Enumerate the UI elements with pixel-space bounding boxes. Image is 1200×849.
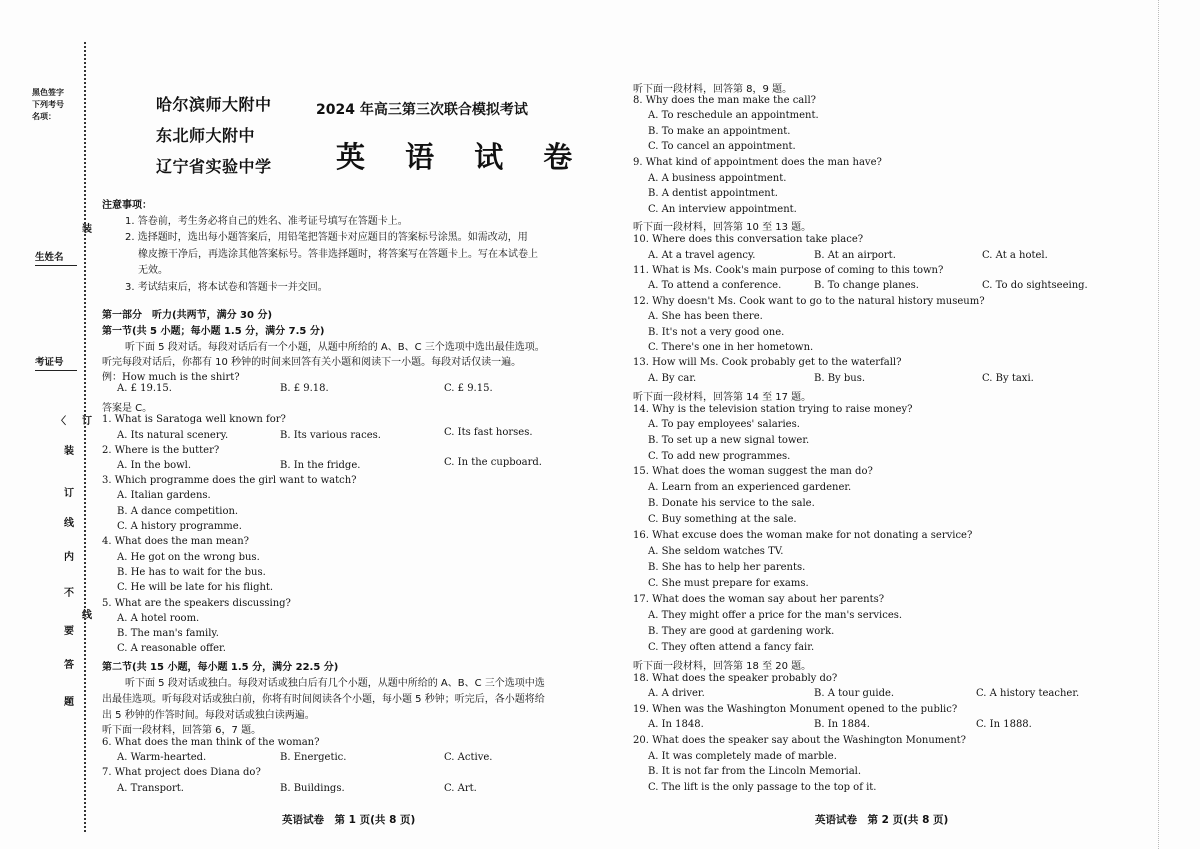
- answer-option: A. It was completely made of marble.: [648, 751, 837, 762]
- section-instruction: 听完每段对话后，你都有 10 秒钟的时间来回答有关小题和阅读下一小题。每段对话仅读一遍。: [102, 357, 522, 368]
- question-text: 10. Where does this conversation take place?: [633, 234, 864, 245]
- margin-instructions: [32, 86, 64, 122]
- question-text: 14. Why is the television station trying to raise money?: [633, 404, 913, 415]
- question-text: 4. What does the man mean?: [102, 536, 250, 547]
- margin-vertical-char: 线: [64, 518, 74, 529]
- question-text: 13. How will Ms. Cook probably get to the waterfall?: [633, 357, 902, 368]
- answer-option: B. It's not a very good one.: [648, 327, 785, 338]
- answer-option: A. They might offer a price for the man's services.: [648, 610, 903, 621]
- subject-title: 英 语 试 卷: [336, 140, 588, 174]
- notice-title: 注意事项：: [102, 200, 152, 211]
- answer-option: A. In the bowl.: [117, 460, 192, 471]
- margin-vertical-char: 内: [64, 552, 74, 563]
- example-question: 例：How much is the shirt?: [102, 372, 240, 383]
- answer-option: A. Warm-hearted.: [117, 752, 207, 763]
- answer-option: A. A hotel room.: [117, 613, 200, 624]
- question-text: 17. What does the woman say about her parents?: [633, 594, 885, 605]
- answer-option: A. To pay employees' salaries.: [648, 419, 800, 430]
- margin-vertical-char: 装: [82, 224, 92, 235]
- margin-vertical-char: 线: [82, 610, 92, 621]
- question-text: 12. Why doesn't Ms. Cook want to go to the natural history museum?: [633, 296, 985, 307]
- margin-vertical-char: 订: [64, 488, 74, 499]
- answer-option: C. To cancel an appointment.: [648, 141, 796, 152]
- example-option: A. £ 19.15.: [117, 383, 172, 394]
- answer-option: C. In the cupboard.: [444, 457, 542, 468]
- question-text: 7. What project does Diana do?: [102, 767, 261, 778]
- answer-option: B. To set up a new signal tower.: [648, 435, 810, 446]
- answer-option: B. A dentist appointment.: [648, 188, 778, 199]
- answer-option: A. Transport.: [117, 783, 184, 794]
- margin-vertical-char: 要: [64, 626, 74, 637]
- question-text: 11. What is Ms. Cook's main purpose of coming to this town?: [633, 265, 944, 276]
- section-instruction: 出 5 秒钟的作答时间。每段对话或独白读两遍。: [102, 710, 315, 721]
- answer-option: C. There's one in her hometown.: [648, 342, 814, 353]
- section-heading: 第二节(共 15 小题，每小题 1.5 分，满分 22.5 分): [102, 662, 339, 673]
- margin-vertical-char: 订: [82, 416, 92, 427]
- answer-option: A. He got on the wrong bus.: [117, 552, 260, 563]
- answer-option: B. She has to help her parents.: [648, 562, 806, 573]
- exam-id-field-label: 考证号: [35, 357, 64, 368]
- answer-option: B. At an airport.: [814, 250, 896, 261]
- margin-vertical-char: 装: [64, 446, 74, 457]
- answer-option: C. To do sightseeing.: [982, 280, 1088, 291]
- page-footer: 英语试卷 第 1 页(共 8 页): [282, 814, 416, 826]
- answer-option: C. To add new programmes.: [648, 451, 791, 462]
- name-field-label: 生姓名: [35, 252, 64, 263]
- margin-line: 名项：: [32, 111, 56, 121]
- exam-id-field-line: [35, 370, 77, 371]
- answer-option: B. To change planes.: [814, 280, 919, 291]
- answer-option: C. Its fast horses.: [444, 427, 533, 438]
- answer-option: B. Donate his service to the sale.: [648, 498, 815, 509]
- answer-option: C. A history programme.: [117, 521, 242, 532]
- section-heading: 第一节(共 5 小题；每小题 1.5 分，满分 7.5 分): [102, 326, 325, 337]
- page-footer: 英语试卷 第 2 页(共 8 页): [815, 814, 949, 826]
- listening-prompt: 听下面一段材料，回答第 18 至 20 题。: [633, 661, 812, 672]
- answer-option: B. To make an appointment.: [648, 126, 791, 137]
- answer-option: B. Its various races.: [280, 430, 381, 441]
- listening-prompt: 听下面一段材料，回答第 14 至 17 题。: [633, 392, 812, 403]
- answer-option: B. By bus.: [814, 373, 866, 384]
- listening-prompt: 听下面一段材料，回答第 8，9 题。: [633, 84, 793, 95]
- notice-item: 2. 选择题时，选出每小题答案后，用铅笔把答题卡对应题目的答案标号涂黑。如需改动，用: [125, 232, 528, 243]
- question-text: 9. What kind of appointment does the man have?: [633, 157, 882, 168]
- question-text: 5. What are the speakers discussing?: [102, 598, 291, 609]
- answer-option: C. Active.: [444, 752, 493, 763]
- answer-option: B. In the fridge.: [280, 460, 361, 471]
- answer-option: C. An interview appointment.: [648, 204, 797, 215]
- margin-vertical-char: 〈: [56, 416, 66, 427]
- question-text: 16. What excuse does the woman make for not donating a service?: [633, 530, 973, 541]
- answer-option: B. A dance competition.: [117, 506, 239, 517]
- answer-option: C. By taxi.: [982, 373, 1034, 384]
- margin-line: 黑色签字: [32, 87, 64, 97]
- answer-option: B. Buildings.: [280, 783, 345, 794]
- section-instruction: 听下面 5 段对话或独白。每段对话或独白后有几个小题，从题中所给的 A、B、C 三个选项中选: [125, 678, 545, 689]
- answer-option: A. To attend a conference.: [648, 280, 782, 291]
- name-field-line: [35, 265, 77, 266]
- answer-option: C. They often attend a fancy fair.: [648, 642, 815, 653]
- page-edge-line: [1158, 0, 1159, 849]
- answer-option: C. A reasonable offer.: [117, 643, 226, 654]
- section-instruction: 听下面 5 段对话。每段对话后有一个小题，从题中所给的 A、B、C 三个选项中选出最佳选项。: [125, 342, 545, 353]
- answer-option: B. In 1884.: [814, 719, 870, 730]
- question-text: 19. When was the Washington Monument opened to the public?: [633, 704, 958, 715]
- margin-vertical-char: 题: [64, 697, 74, 708]
- notice-item: 无效。: [138, 265, 168, 276]
- answer-option: C. The lift is the only passage to the top of it.: [648, 782, 877, 793]
- school-name: 辽宁省实验中学: [156, 157, 272, 176]
- notice-item: 1. 答卷前，考生务必将自己的姓名、准考证号填写在答题卡上。: [125, 216, 408, 227]
- question-text: 15. What does the woman suggest the man do?: [633, 466, 873, 477]
- answer-option: C. She must prepare for exams.: [648, 578, 809, 589]
- section-instruction: 出最佳选项。听每段对话或独白前，你将有时间阅读各个小题，每小题 5 秒钟；听完后，各小题将给: [102, 694, 545, 705]
- margin-line: 下列考号: [32, 99, 64, 109]
- answer-option: B. A tour guide.: [814, 688, 895, 699]
- answer-option: A. At a travel agency.: [648, 250, 756, 261]
- answer-option: C. He will be late for his flight.: [117, 582, 274, 593]
- answer-option: C. Art.: [444, 783, 477, 794]
- answer-option: A. By car.: [648, 373, 697, 384]
- notice-item: 3. 考试结束后，将本试卷和答题卡一并交回。: [125, 282, 328, 293]
- answer-option: A. She seldom watches TV.: [648, 546, 784, 557]
- answer-option: A. In 1848.: [648, 719, 704, 730]
- answer-option: B. The man's family.: [117, 628, 219, 639]
- example-option: B. £ 9.18.: [280, 383, 329, 394]
- question-text: 8. Why does the man make the call?: [633, 95, 817, 106]
- answer-option: A. A business appointment.: [648, 173, 787, 184]
- question-text: 6. What does the man think of the woman?: [102, 737, 320, 748]
- school-name: 东北师大附中: [156, 126, 256, 145]
- part-heading: 第一部分 听力(共两节，满分 30 分): [102, 310, 273, 321]
- listening-prompt: 听下面一段材料，回答第 10 至 13 题。: [633, 222, 812, 233]
- answer-option: B. They are good at gardening work.: [648, 626, 835, 637]
- answer-option: B. It is not far from the Lincoln Memorial.: [648, 766, 862, 777]
- answer-option: A. She has been there.: [648, 311, 763, 322]
- answer-option: C. At a hotel.: [982, 250, 1048, 261]
- question-text: 20. What does the speaker say about the Washington Monument?: [633, 735, 967, 746]
- example-option: C. £ 9.15.: [444, 383, 493, 394]
- answer-option: A. To reschedule an appointment.: [648, 110, 819, 121]
- answer-option: A. Its natural scenery.: [117, 430, 229, 441]
- example-answer: 答案是 C。: [102, 403, 153, 414]
- notice-item: 橡皮擦干净后，再选涂其他答案标号。答非选择题时，将答案写在答题卡上。写在本试卷上: [138, 249, 538, 260]
- answer-option: C. Buy something at the sale.: [648, 514, 797, 525]
- answer-option: B. He has to wait for the bus.: [117, 567, 266, 578]
- answer-option: A. Learn from an experienced gardener.: [648, 482, 852, 493]
- listening-prompt: 听下面一段材料，回答第 6，7 题。: [102, 725, 262, 736]
- margin-vertical-char: 答: [64, 660, 74, 671]
- question-text: 3. Which programme does the girl want to watch?: [102, 475, 357, 486]
- answer-option: C. In 1888.: [976, 719, 1032, 730]
- answer-option: B. Energetic.: [280, 752, 347, 763]
- school-name: 哈尔滨师大附中: [156, 95, 272, 114]
- binding-dotted-line: [84, 42, 86, 832]
- question-text: 1. What is Saratoga well known for?: [102, 414, 286, 425]
- answer-option: A. Italian gardens.: [117, 490, 211, 501]
- answer-option: C. A history teacher.: [976, 688, 1080, 699]
- question-text: 18. What does the speaker probably do?: [633, 673, 838, 684]
- question-text: 2. Where is the butter?: [102, 445, 220, 456]
- exam-title: 2024 年高三第三次联合模拟考试: [316, 102, 528, 118]
- answer-option: A. A driver.: [648, 688, 705, 699]
- margin-vertical-char: 不: [64, 588, 74, 599]
